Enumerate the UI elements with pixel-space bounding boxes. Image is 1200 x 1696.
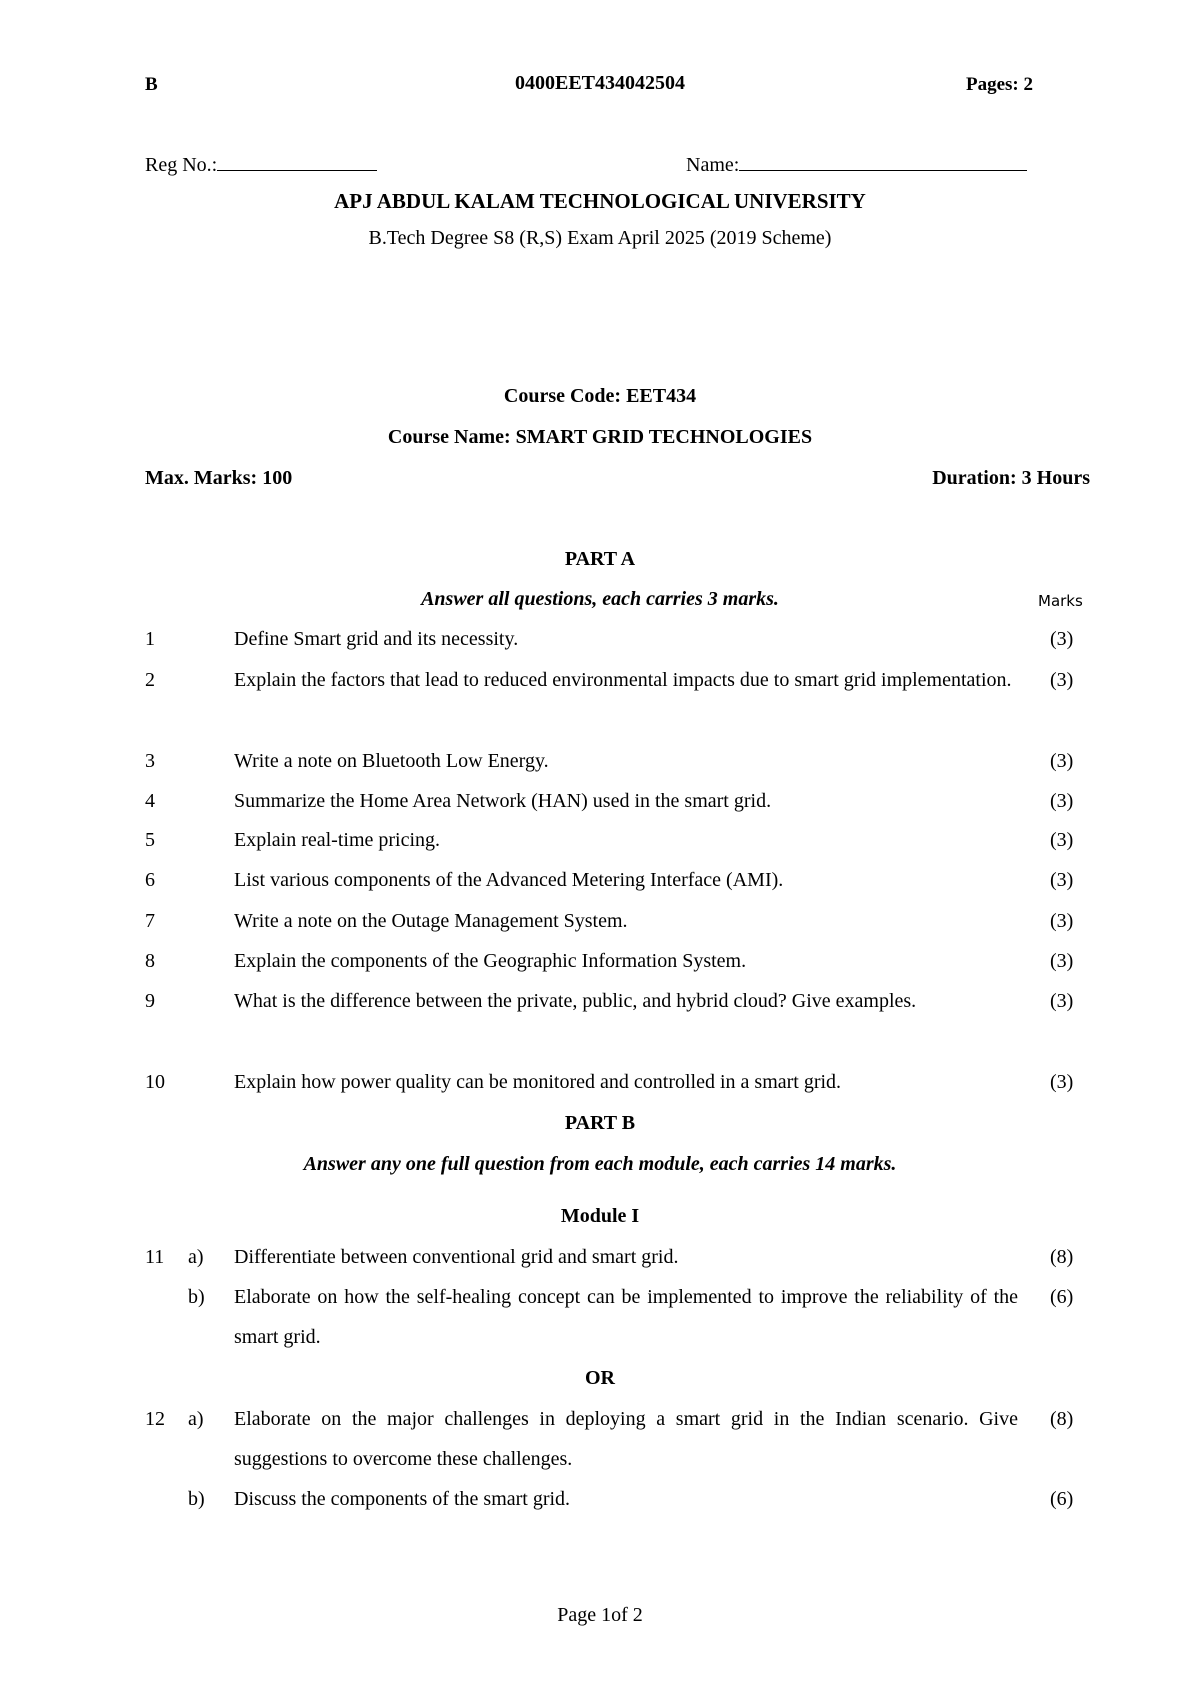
question-marks: (6) <box>1050 1488 1074 1510</box>
question-number: 6 <box>145 869 155 891</box>
part-b-instruction: Answer any one full question from each module, each carries 14 marks. <box>303 1153 897 1175</box>
module-title: Module I <box>560 1205 640 1227</box>
max-marks: Max. Marks: 100 <box>145 467 293 489</box>
question-marks: (8) <box>1050 1246 1074 1268</box>
question-text: What is the difference between the private, public, and hybrid cloud? Give examples. <box>234 990 917 1012</box>
reg-no-blank <box>217 152 377 171</box>
question-text: Explain the factors that lead to reduced environmental impacts due to smart grid implementation. <box>234 669 1012 691</box>
sub-question-label: b) <box>188 1286 205 1308</box>
part-b-title: PART B <box>564 1112 636 1134</box>
course-code: Course Code: EET434 <box>503 385 697 407</box>
question-marks: (3) <box>1050 869 1074 891</box>
question-number: 8 <box>145 950 155 972</box>
question-marks: (3) <box>1050 669 1074 691</box>
course-name: Course Name: SMART GRID TECHNOLOGIES <box>387 426 813 448</box>
part-a-title: PART A <box>564 548 636 570</box>
or-divider: OR <box>585 1367 615 1389</box>
question-number: 10 <box>145 1071 165 1093</box>
question-marks: (3) <box>1050 750 1074 772</box>
name-label: Name: <box>686 154 740 176</box>
question-text: Elaborate on the major challenges in deploying a smart grid in the Indian scenario. Give suggestions to overcome these challenges. <box>234 1408 1018 1470</box>
sub-question-label: a) <box>188 1246 204 1268</box>
reg-no-label: Reg No.: <box>145 154 218 176</box>
marks-column-header: Marks <box>1038 592 1083 610</box>
paper-code: 0400EET434042504 <box>514 72 686 94</box>
question-text: Elaborate on how the self-healing concept can be implemented to improve the reliability of the smart grid. <box>234 1286 1018 1348</box>
question-text: List various components of the Advanced Metering Interface (AMI). <box>234 869 784 891</box>
question-marks: (8) <box>1050 1408 1074 1430</box>
page-footer: Page 1of 2 <box>557 1604 643 1626</box>
set-label: B <box>145 74 158 95</box>
name-blank <box>739 152 1027 171</box>
question-number: 9 <box>145 990 155 1012</box>
question-marks: (3) <box>1050 950 1074 972</box>
question-number: 11 <box>145 1246 165 1268</box>
exam-title: B.Tech Degree S8 (R,S) Exam April 2025 (2019 Scheme) <box>368 227 832 249</box>
part-a-instruction: Answer all questions, each carries 3 marks. <box>421 588 779 610</box>
question-text: Explain how power quality can be monitored and controlled in a smart grid. <box>234 1071 842 1093</box>
page-count: Pages: 2 <box>966 74 1034 95</box>
question-number: 1 <box>145 628 155 650</box>
question-text: Write a note on the Outage Management System. <box>234 910 628 932</box>
question-marks: (3) <box>1050 628 1074 650</box>
question-text: Differentiate between conventional grid and smart grid. <box>234 1246 679 1268</box>
question-text: Write a note on Bluetooth Low Energy. <box>234 750 549 772</box>
question-text: Explain the components of the Geographic Information System. <box>234 950 747 972</box>
question-number: 3 <box>145 750 155 772</box>
university-name: APJ ABDUL KALAM TECHNOLOGICAL UNIVERSITY <box>334 189 866 213</box>
question-number: 5 <box>145 829 155 851</box>
question-number: 7 <box>145 910 155 932</box>
question-text: Define Smart grid and its necessity. <box>234 628 519 650</box>
question-marks: (6) <box>1050 1286 1074 1308</box>
reg-no-field <box>145 152 377 177</box>
question-text: Summarize the Home Area Network (HAN) used in the smart grid. <box>234 790 772 812</box>
sub-question-label: a) <box>188 1408 204 1430</box>
question-text: Discuss the components of the smart grid. <box>234 1488 571 1510</box>
question-number: 12 <box>145 1408 165 1430</box>
question-marks: (3) <box>1050 829 1074 851</box>
sub-question-label: b) <box>188 1488 205 1510</box>
name-field <box>686 152 1027 177</box>
question-text: Explain real-time pricing. <box>234 829 441 851</box>
question-number: 4 <box>145 790 155 812</box>
question-marks: (3) <box>1050 990 1074 1012</box>
question-number: 2 <box>145 669 155 691</box>
question-marks: (3) <box>1050 790 1074 812</box>
duration: Duration: 3 Hours <box>932 467 1090 489</box>
question-marks: (3) <box>1050 910 1074 932</box>
question-marks: (3) <box>1050 1071 1074 1093</box>
